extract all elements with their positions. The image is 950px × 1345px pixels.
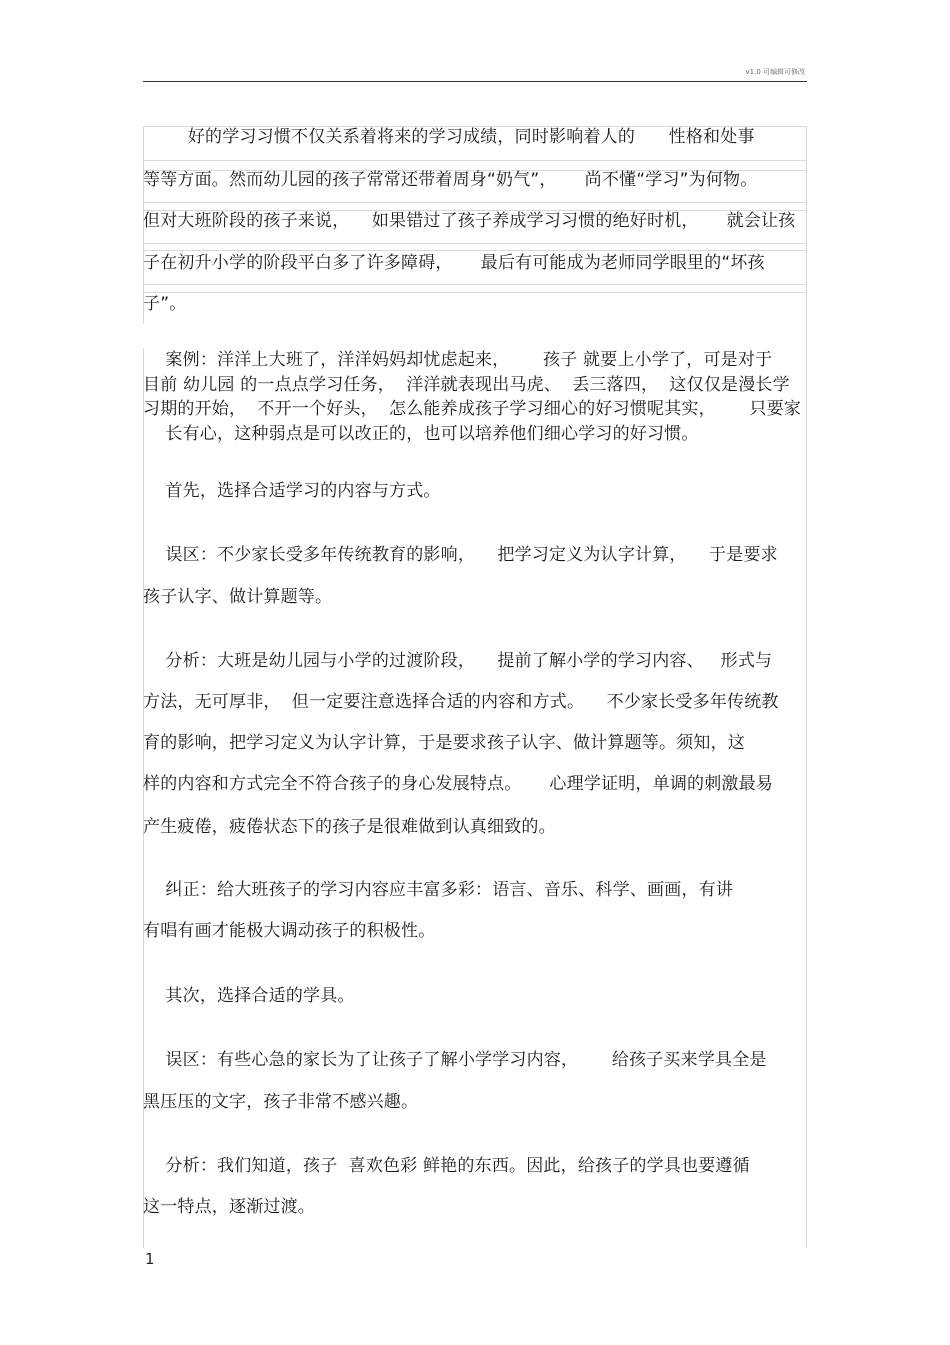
- text-line: 目前 幼儿园 的一点点学习任务， 洋洋就表现出马虎、 丢三落四， 这仅仅是漫长学: [143, 375, 790, 395]
- rule-6: [143, 243, 807, 244]
- text-line: 黑压压的文字，孩子非常不感兴趣。: [143, 1092, 419, 1112]
- text-line: 分析：我们知道，孩子 喜欢色彩 鲜艳的东西。因此，给孩子的学具也要遵循: [143, 1156, 750, 1176]
- text-line: 习期的开始， 不开一个好头， 怎么能养成孩子学习细心的好习惯呢其实， 只要家: [143, 399, 802, 419]
- header-rule: [143, 81, 807, 82]
- text-line: 误区：不少家长受多年传统教育的影响， 把学习定义为认字计算， 于是要求: [143, 545, 778, 565]
- section-heading: 首先，选择合适学习的内容与方式。: [143, 481, 441, 501]
- right-rule: [806, 126, 807, 1248]
- text-line: 样的内容和方式完全不符合孩子的身心发展特点。 心理学证明，单调的刺激最易: [143, 774, 774, 794]
- page-number: 1: [145, 1250, 155, 1268]
- text-line: 这一特点，逐渐过渡。: [143, 1197, 315, 1217]
- rule-8: [143, 284, 807, 285]
- text-line: 方法，无可厚非， 但一定要注意选择合适的内容和方式。 不少家长受多年传统教: [143, 692, 779, 712]
- text-line: 孩子认字、做计算题等。: [143, 587, 333, 607]
- text-line: 误区：有些心急的家长为了让孩子了解小学学习内容， 给孩子买来学具全是: [143, 1050, 767, 1070]
- rule-2: [143, 160, 807, 161]
- text-line: 好的学习习惯不仅关系着将来的学习成绩，同时影响着人的 性格和处事: [143, 127, 755, 147]
- rule-9: [143, 292, 807, 293]
- header-note: v1.0 可编辑可修改: [745, 68, 805, 76]
- text-line: 分析：大班是幼儿园与小学的过渡阶段， 提前了解小学的学习内容、 形式与: [143, 651, 773, 671]
- text-line: 子在初升小学的阶段平白多了许多障碍， 最后有可能成为老师同学眼里的“坏孩: [143, 253, 765, 273]
- text-line: 案例：洋洋上大班了，洋洋妈妈却忧虑起来， 孩子 就要上小学了，可是对于: [143, 350, 773, 370]
- text-line: 育的影响，把学习定义为认字计算，于是要求孩子认字、做计算题等。须知，这: [143, 733, 745, 753]
- text-line: 产生疲倦，疲倦状态下的孩子是很难做到认真细致的。: [143, 817, 556, 837]
- text-line: 纠正：给大班孩子的学习内容应丰富多彩：语言、音乐、科学、画画，有讲: [143, 880, 734, 900]
- text-line: 但对大班阶段的孩子来说， 如果错过了孩子养成学习习惯的绝好时机， 就会让孩: [143, 211, 796, 231]
- text-line: 有唱有画才能极大调动孩子的积极性。: [143, 921, 436, 941]
- rule-7: [143, 250, 807, 251]
- text-line: 长有心，这种弱点是可以改正的，也可以培养他们细心学习的好习惯。: [143, 424, 699, 444]
- text-line: 等等方面。然而幼儿园的孩子常常还带着周身“奶气”， 尚不懂“学习”为何物。: [143, 170, 758, 190]
- section-heading: 其次，选择合适的学具。: [143, 986, 355, 1006]
- text-line: 子”。: [143, 294, 187, 314]
- rule-4: [143, 202, 807, 203]
